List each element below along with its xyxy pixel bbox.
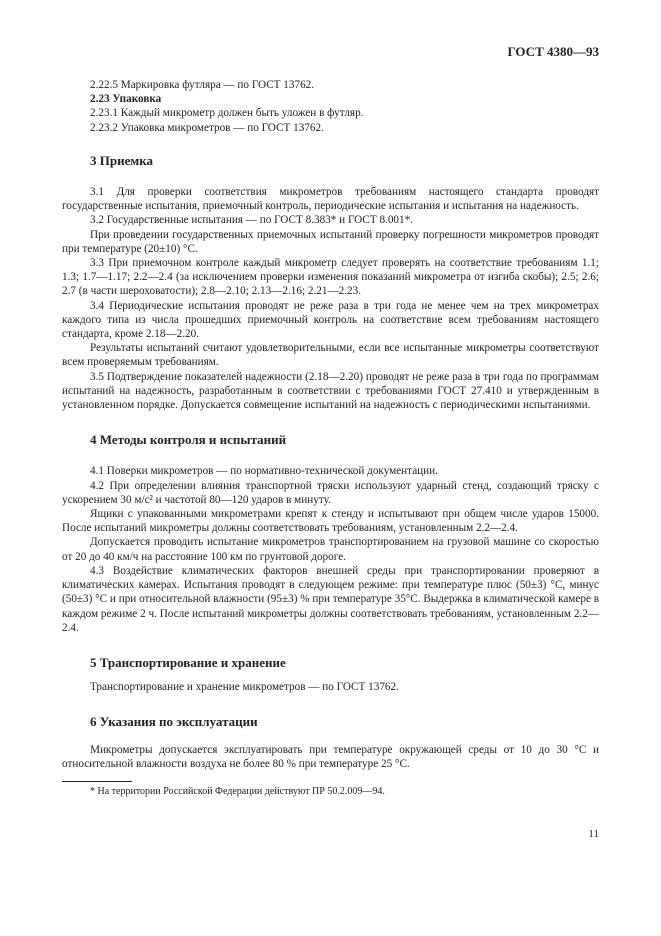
- clause-2-23-1: 2.23.1 Каждый микрометр должен быть уложен в футляр.: [90, 107, 364, 120]
- clause-3-5: 3.5 Подтверждение показателей надежности (2.18—2.20) проводят не реже раза в три года по программам испытаний на надежность, разработанным в соответствии с требованиями ГОСТ 27.410 и утвержденным в установленном порядке. Допускается совмещение испытаний на надежность с периодическими испытаниями.: [62, 370, 599, 412]
- clause-2-23-2: 2.23.2 Упаковка микрометров — по ГОСТ 13762.: [90, 121, 324, 134]
- section-heading-acceptance: 3 Приемка: [90, 152, 154, 168]
- section-heading-transport: 5 Транспортирование и хранение: [90, 654, 286, 670]
- clause-3-2-note: При проведении государственных приемочных испытаний проверку погрешности микрометров проводят при температуре (20±10) °С.: [62, 228, 599, 255]
- clause-3-4-note: Результаты испытаний считают удовлетворительными, если все испытанные микрометры соответствуют всем проверяемым требованиям.: [62, 342, 599, 369]
- page-number: 11: [588, 828, 599, 840]
- clause-3-3: 3.3 При приемочном контроле каждый микрометр следует проверять на соответствие требованиям 1.1; 1.3; 1.7—1.17; 2.2—2.4 (за исключением проверки изменения показаний микрометра от изгиба скобы); 2.5; 2.6; 2.7 (в части шероховатости); 2.8—2.10; 2.13—2.16; 2.21—2.23.: [62, 257, 599, 298]
- section-heading-operation: 6 Указания по эксплуатации: [90, 714, 258, 730]
- clause-4-2-truck: Допускается проводить испытание микрометров транспортированием на грузовой машине со скоростью от 20 до 40 км/ч на расстояние 100 км по грунтовой дороге.: [62, 536, 599, 563]
- clause-3-1: 3.1 Для проверки соответствия микрометров требованиям настоящего стандарта проводят государственные испытания, приемочный контроль, периодические испытания и испытания на надежность.: [62, 186, 599, 213]
- clause-2-23-title: 2.23 Упаковка: [90, 93, 162, 106]
- clause-6: Микрометры допускается эксплуатировать при температуре окружающей среды от 10 до 30 °С и относительной влажности воздуха не более 80 % при температуре 25 °С.: [62, 743, 599, 770]
- clause-4-2-boxes: Ящики с упакованными микрометрами крепят к стенду и испытывают при общем числе ударов 15000. После испытаний микрометры должны соответствовать требованиям, установленным 2.2—2.4.: [62, 508, 599, 535]
- footnote: * На территории Российской Федерации действуют ПР 50.2.009—94.: [90, 785, 385, 797]
- clause-5: Транспортирование и хранение микрометров — по ГОСТ 13762.: [90, 681, 399, 694]
- clause-4-1: 4.1 Поверки микрометров — по нормативно-технической документации.: [90, 465, 438, 478]
- section-heading-methods: 4 Методы контроля и испытаний: [90, 432, 287, 448]
- page-content: [62, 78, 599, 799]
- clause-4-2: 4.2 При определении влияния транспортной тряски используют ударный стенд, создающий тряску с ускорением 30 м/с² и частотой 80—120 ударов в минуту.: [62, 479, 599, 506]
- clause-3-2: 3.2 Государственные испытания — по ГОСТ 8.383* и ГОСТ 8.001*.: [90, 214, 414, 227]
- clause-4-3: 4.3 Воздействие климатических факторов внешней среды при транспортировании проверяют в климатических камерах. Испытания проводят в следующем режиме: при температуре плюс (50±3) °С, минус (50±3) °С и при относительной влажности (95±3) % при температуре 35°С. Выдержка в климатической камере в каждом режиме 2 ч. После испытаний микрометры должны соответствовать требованиям, установленным 2.2—2.4.: [62, 564, 599, 634]
- clause-3-4: 3.4 Периодические испытания проводят не реже раза в три года не менее чем на трех микрометрах каждого типа из числа прошедших приемочный контроль на соответствие всем требованиям настоящего стандарта, кроме 2.18—2.20.: [62, 299, 599, 341]
- footnote-divider: [62, 781, 132, 782]
- standard-header: ГОСТ 4380—93: [507, 44, 599, 59]
- clause-2-22-5: 2.22.5 Маркировка футляра — по ГОСТ 13762.: [90, 79, 315, 91]
